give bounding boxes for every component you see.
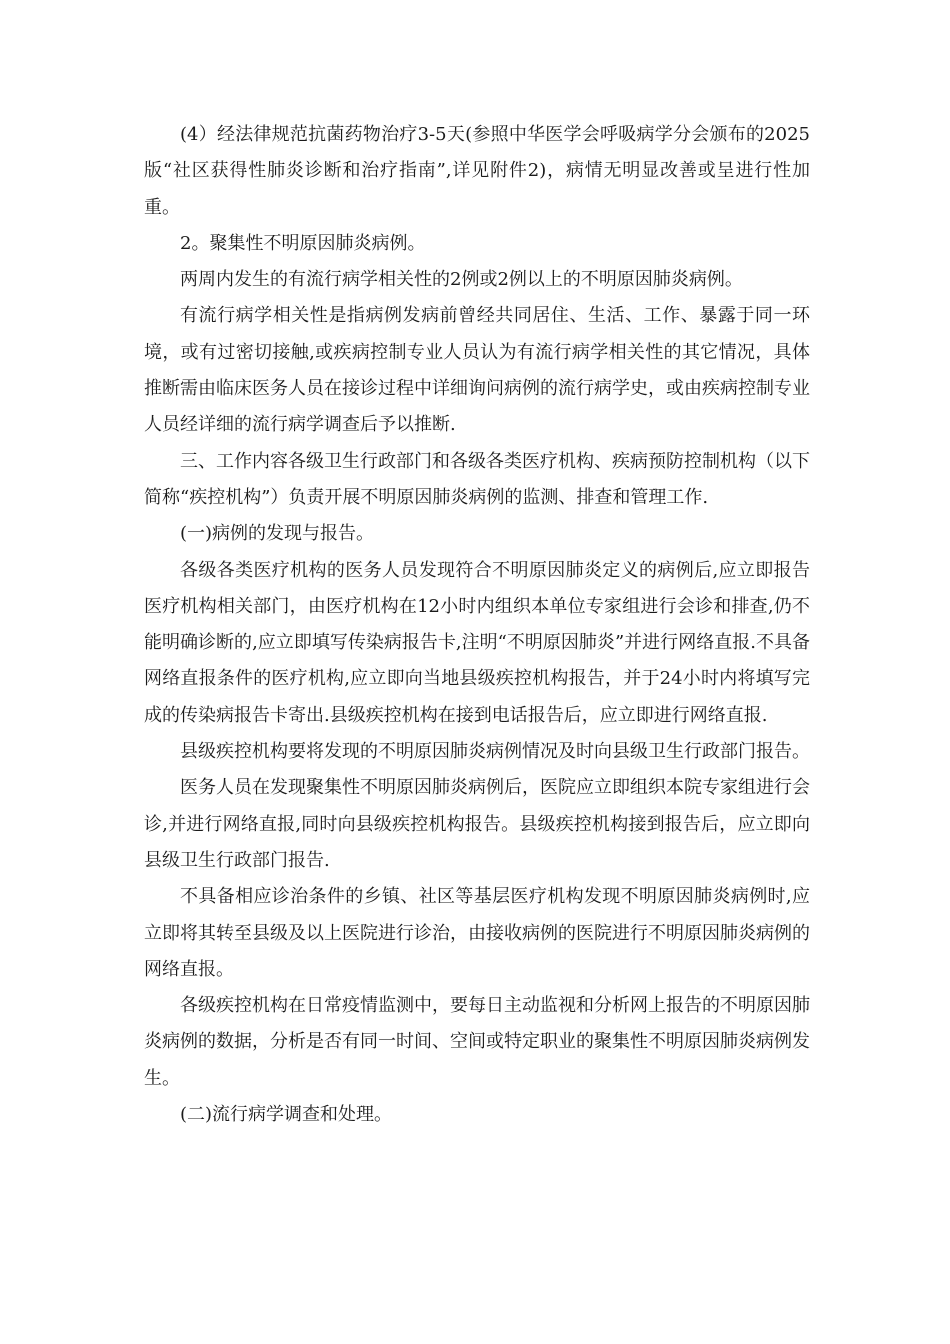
paragraph-epidemiological-link: 有流行病学相关性是指病例发病前曾经共同居住、生活、工作、暴露于同一环境，或有过密切接触,或疾病控制专业人员认为有流行病学相关性的其它情况，具体推断需由临床医务人员在接诊过程中详细询问病例的流行病学史，或由疾病控制专业人员经详细的流行病学调查后予以推断. <box>144 305 810 436</box>
paragraph-heading-epidemiological-investigation: (二)流行病学调查和处理。 <box>180 1104 393 1126</box>
paragraph-cluster-definition: 两周内发生的有流行病学相关性的2例或2例以上的不明原因肺炎病例。 <box>180 269 743 291</box>
paragraph-medical-staff-report: 各级各类医疗机构的医务人员发现符合不明原因肺炎定义的病例后,应立即报告医疗机构相关部门，由医疗机构在12小时内组织本单位专家组进行会诊和排查,仍不能明确诊断的,应立即填写传染病报告卡,注明“不明原因肺炎”并进行网络直报.不具备网络直报条件的医疗机构,应立即向当地县级疾控机构报告，并于24小时内将填写完成的传染病报告卡寄出.县级疾控机构在接到电话报告后，应立即进行网络直报. <box>144 559 810 726</box>
document-page <box>144 117 810 1133</box>
paragraph-grassroots-transfer: 不具备相应诊治条件的乡镇、社区等基层医疗机构发现不明原因肺炎病例时,应立即将其转至县级及以上医院进行诊治，由接收病例的医院进行不明原因肺炎病例的网络直报。 <box>144 886 810 980</box>
paragraph-county-cdc-report: 县级疾控机构要将发现的不明原因肺炎病例情况及时向县级卫生行政部门报告。 <box>180 741 810 763</box>
paragraph-criterion-4: (4）经法律规范抗菌药物治疗3-5天(参照中华医学会呼吸病学分会颁布的2025版“社区获得性肺炎诊断和治疗指南”,详见附件2)，病情无明显改善或呈进行性加重。 <box>144 124 810 218</box>
paragraph-cluster-report: 医务人员在发现聚集性不明原因肺炎病例后，医院应立即组织本院专家组进行会诊,并进行网络直报,同时向县级疾控机构报告。县级疾控机构接到报告后，应立即向县级卫生行政部门报告. <box>144 777 810 871</box>
paragraph-heading-cluster-cases: 2。聚集性不明原因肺炎病例。 <box>180 232 426 254</box>
paragraph-daily-monitoring: 各级疾控机构在日常疫情监测中，要每日主动监视和分析网上报告的不明原因肺炎病例的数据，分析是否有同一时间、空间或特定职业的聚集性不明原因肺炎病例发生。 <box>144 995 810 1089</box>
paragraph-heading-discovery-and-report: (一)病例的发现与报告。 <box>180 523 375 545</box>
paragraph-section-three-work-content: 三、工作内容各级卫生行政部门和各级各类医疗机构、疾病预防控制机构（以下简称“疾控机构”）负责开展不明原因肺炎病例的监测、排查和管理工作. <box>144 450 810 508</box>
